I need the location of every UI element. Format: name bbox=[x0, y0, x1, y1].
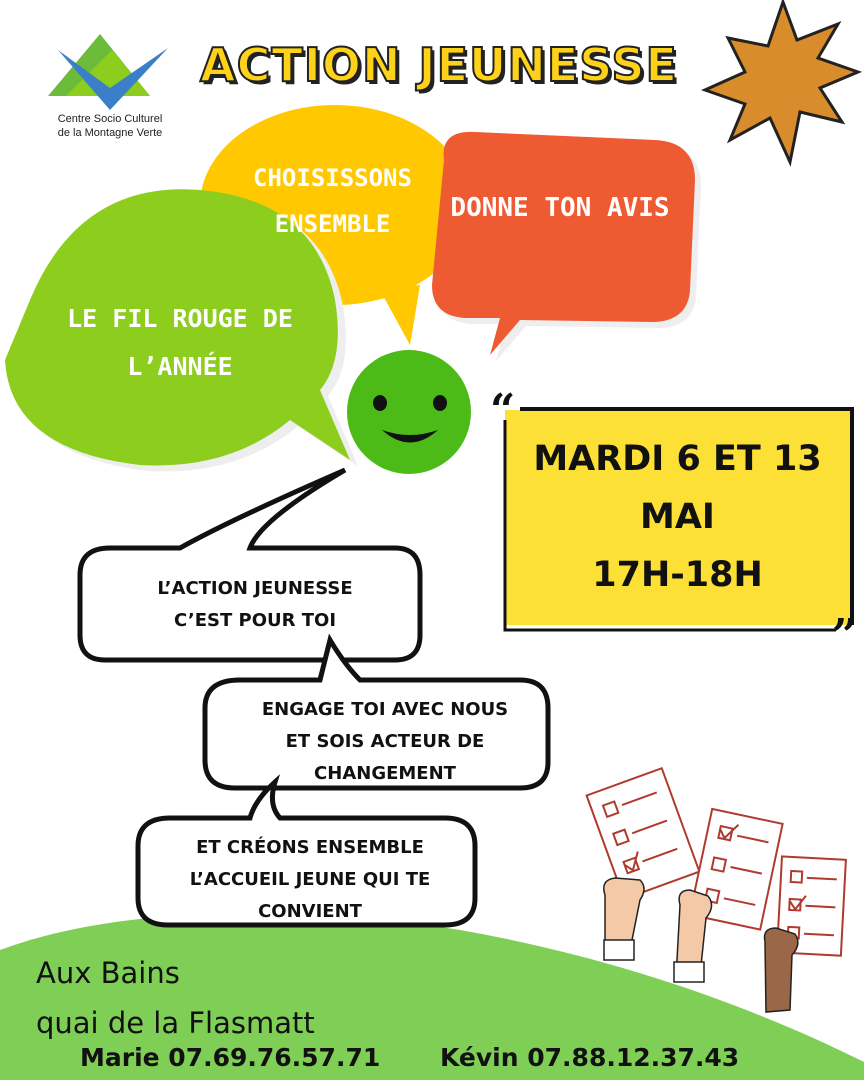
speech-1-line2: C’EST POUR TOI bbox=[173, 610, 337, 631]
green-bubble-text bbox=[60, 295, 300, 391]
speech-2-line2: ET SOIS ACTEUR DE bbox=[285, 731, 485, 752]
logo-mountain-icon bbox=[48, 34, 168, 110]
speech-bubble-3-text bbox=[160, 832, 460, 928]
smiley-icon bbox=[347, 350, 471, 474]
speech-2-line3: CHANGEMENT bbox=[314, 763, 456, 784]
speech-3-line3: CONVIENT bbox=[258, 901, 362, 922]
orange-bubble-text: DONNE TON AVIS bbox=[450, 193, 670, 223]
hand-icon-2 bbox=[674, 890, 712, 982]
location-line2: quai de la Flasmatt bbox=[36, 1006, 315, 1040]
speech-3-line2: L’ACCUEIL JEUNE QUI TE bbox=[189, 869, 431, 890]
yellow-bubble-line1: CHOISISSONS bbox=[253, 164, 412, 192]
page-title: ACTION JEUNESSE bbox=[200, 38, 678, 92]
logo bbox=[30, 112, 190, 140]
ballot-paper-icon-1 bbox=[587, 768, 700, 899]
svg-text:”: ” bbox=[832, 610, 858, 661]
hand-icon-1 bbox=[604, 878, 644, 960]
star-icon bbox=[705, 2, 858, 162]
speech-3-line1: ET CRÉONS ENSEMBLE bbox=[196, 837, 424, 858]
hand-icon-3 bbox=[764, 928, 797, 1012]
speech-2-line1: ENGAGE TOI AVEC NOUS bbox=[261, 699, 509, 720]
logo-text-line1: Centre Socio Culturel bbox=[57, 113, 163, 125]
speech-bubble-2-text bbox=[230, 694, 540, 790]
event-date-line1: MARDI 6 ET 13 bbox=[533, 439, 822, 479]
orange-bubble-shape bbox=[432, 132, 701, 361]
contact-marie: Marie 07.69.76.57.71 bbox=[80, 1043, 381, 1072]
location-line1: Aux Bains bbox=[36, 956, 180, 990]
event-date-line2: MAI bbox=[640, 497, 715, 537]
yellow-bubble-line2: ENSEMBLE bbox=[274, 210, 391, 238]
svg-text:“: “ bbox=[490, 385, 516, 436]
event-time: 17H-18H bbox=[592, 555, 763, 595]
speech-1-line1: L’ACTION JEUNESSE bbox=[157, 578, 353, 599]
logo-text-line2: de la Montagne Verte bbox=[57, 127, 163, 139]
contact-kevin: Kévin 07.88.12.37.43 bbox=[440, 1043, 740, 1072]
green-bubble-line1: LE FIL ROUGE DE bbox=[67, 304, 293, 333]
location bbox=[36, 948, 315, 1048]
yellow-bubble-text bbox=[240, 155, 425, 247]
speech-bubble-1-text bbox=[110, 573, 400, 637]
event-date bbox=[510, 430, 845, 604]
green-bubble-line2: L’ANNÉE bbox=[127, 352, 233, 381]
